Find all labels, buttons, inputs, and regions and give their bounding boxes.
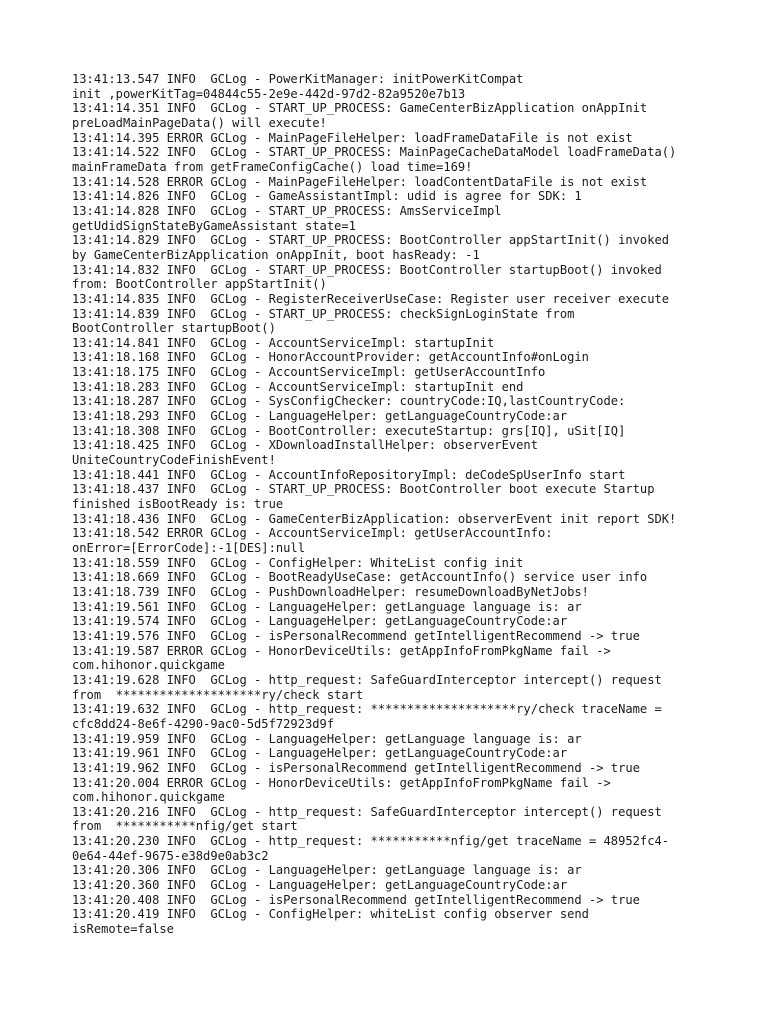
log-line: 13:41:14.395 ERROR GCLog - MainPageFileHelper: loadFrameDataFile is not exist (72, 130, 633, 145)
log-line: 13:41:18.542 ERROR GCLog - AccountServiceImpl: getUserAccountInfo: (72, 526, 553, 541)
log-line: 13:41:20.408 INFO GCLog - isPersonalRecommend getIntelligentRecommend -> true (72, 892, 640, 907)
log-line: 13:41:19.587 ERROR GCLog - HonorDeviceUtils: getAppInfoFromPkgName fail -> (72, 643, 611, 658)
log-line: onError=[ErrorCode]:-1[DES]:null (72, 541, 305, 555)
log-line: 13:41:19.962 INFO GCLog - isPersonalRecommend getIntelligentRecommend -> true (72, 760, 640, 775)
log-line: 13:41:19.959 INFO GCLog - LanguageHelper: getLanguage language is: ar (72, 731, 582, 746)
log-line: 13:41:14.528 ERROR GCLog - MainPageFileHelper: loadContentDataFile is not exist (72, 174, 648, 189)
log-line: 13:41:20.360 INFO GCLog - LanguageHelper: getLanguageCountryCode:ar (72, 878, 568, 893)
log-line: from: BootController appStartInit() (72, 277, 327, 292)
log-line: 13:41:20.216 INFO GCLog - http_request: SafeGuardInterceptor intercept() request (72, 804, 662, 819)
log-line: preLoadMainPageData() will execute! (72, 115, 327, 130)
log-line: UniteCountryCodeFinishEvent! (72, 453, 276, 468)
log-line: from ********************ry/check start (72, 687, 364, 702)
log-line: 13:41:13.547 INFO GCLog - PowerKitManager: initPowerKitCompat (72, 72, 524, 86)
log-line: 13:41:18.559 INFO GCLog - ConfigHelper: WhiteList config init (72, 555, 524, 570)
log-line: 13:41:18.425 INFO GCLog - XDownloadInstallHelper: observerEvent (72, 438, 538, 453)
log-line: 13:41:19.576 INFO GCLog - isPersonalRecommend getIntelligentRecommend -> true (72, 628, 640, 643)
log-line: 13:41:19.628 INFO GCLog - http_request: SafeGuardInterceptor intercept() request (72, 672, 662, 687)
log-line: 13:41:14.841 INFO GCLog - AccountServiceImpl: startupInit (72, 335, 495, 350)
log-line: 13:41:14.832 INFO GCLog - START_UP_PROCESS: BootController startupBoot() invoked (72, 262, 662, 277)
log-line: 13:41:18.293 INFO GCLog - LanguageHelper: getLanguageCountryCode:ar (72, 409, 568, 424)
log-line: 13:41:20.004 ERROR GCLog - HonorDeviceUtils: getAppInfoFromPkgName fail -> (72, 775, 611, 790)
log-line: 13:41:19.961 INFO GCLog - LanguageHelper: getLanguageCountryCode:ar (72, 746, 568, 761)
log-line: BootController startupBoot() (72, 321, 276, 336)
log-line: 13:41:20.419 INFO GCLog - ConfigHelper: whiteList config observer send (72, 907, 589, 922)
log-line: 13:41:18.308 INFO GCLog - BootController: executeStartup: grs[IQ], uSit[IQ] (72, 423, 626, 438)
log-line: 13:41:18.739 INFO GCLog - PushDownloadHelper: resumeDownloadByNetJobs! (72, 584, 589, 599)
log-line: finished isBootReady is: true (72, 497, 284, 512)
log-line: com.hihonor.quickgame (72, 658, 225, 673)
log-line: 13:41:14.828 INFO GCLog - START_UP_PROCESS: AmsServiceImpl (72, 203, 502, 218)
log-line: getUdidSignStateByGameAssistant state=1 (72, 218, 356, 233)
log-line: 13:41:14.835 INFO GCLog - RegisterReceiverUseCase: Register user receiver execute (72, 291, 670, 306)
log-line: by GameCenterBizApplication onAppInit, boot hasReady: -1 (72, 247, 480, 262)
log-line: com.hihonor.quickgame (72, 790, 225, 805)
log-line: isRemote=false (72, 922, 174, 937)
log-line: cfc8dd24-8e6f-4290-9ac0-5d5f72923d9f (72, 716, 335, 731)
log-line: 13:41:18.441 INFO GCLog - AccountInfoRepositoryImpl: deCodeSpUserInfo start (72, 467, 626, 482)
log-line: 13:41:14.351 INFO GCLog - START_UP_PROCESS: GameCenterBizApplication onAppInit (72, 101, 648, 116)
log-line: 13:41:18.436 INFO GCLog - GameCenterBizApplication: observerEvent init report SDK! (72, 511, 677, 526)
log-line: 13:41:18.168 INFO GCLog - HonorAccountProvider: getAccountInfo#onLogin (72, 350, 589, 365)
log-line: mainFrameData from getFrameConfigCache() load time=169! (72, 159, 473, 174)
log-view (72, 72, 712, 937)
log-line: init ,powerKitTag=04844c55-2e9e-442d-97d2-82a9520e7b13 (72, 86, 466, 101)
log-line: 13:41:20.306 INFO GCLog - LanguageHelper: getLanguage language is: ar (72, 863, 582, 878)
log-line: 13:41:14.839 INFO GCLog - START_UP_PROCESS: checkSignLoginState from (72, 306, 575, 321)
log-line: 13:41:18.669 INFO GCLog - BootReadyUseCase: getAccountInfo() service user info (72, 570, 648, 585)
log-line: from ***********nfig/get start (72, 819, 298, 834)
log-line: 13:41:18.437 INFO GCLog - START_UP_PROCESS: BootController boot execute Startup (72, 482, 655, 497)
log-line: 13:41:14.829 INFO GCLog - START_UP_PROCESS: BootController appStartInit() invoked (72, 233, 670, 248)
log-line: 13:41:18.287 INFO GCLog - SysConfigChecker: countryCode:IQ,lastCountryCode: (72, 394, 626, 409)
log-line: 13:41:14.826 INFO GCLog - GameAssistantImpl: udid is agree for SDK: 1 (72, 189, 582, 204)
log-line: 13:41:18.283 INFO GCLog - AccountServiceImpl: startupInit end (72, 379, 524, 394)
log-line: 13:41:14.522 INFO GCLog - START_UP_PROCESS: MainPageCacheDataModel loadFrameData() (72, 145, 677, 160)
log-line: 13:41:19.574 INFO GCLog - LanguageHelper: getLanguageCountryCode:ar (72, 614, 568, 629)
log-line: 13:41:19.632 INFO GCLog - http_request: ********************ry/check traceName = (72, 702, 662, 717)
log-line: 13:41:18.175 INFO GCLog - AccountServiceImpl: getUserAccountInfo (72, 365, 546, 380)
log-line: 13:41:20.230 INFO GCLog - http_request: ***********nfig/get traceName = 48952fc4- (72, 834, 670, 849)
log-line: 0e64-44ef-9675-e38d9e0ab3c2 (72, 848, 269, 863)
log-line: 13:41:19.561 INFO GCLog - LanguageHelper: getLanguage language is: ar (72, 599, 582, 614)
